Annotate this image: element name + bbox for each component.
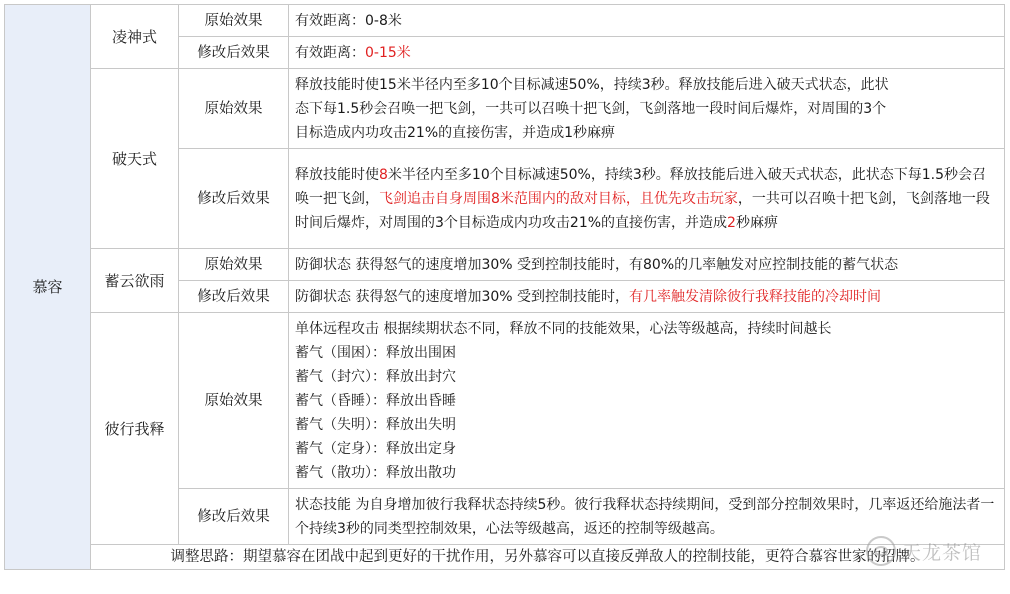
effect-text: 释放技能时使 [295,166,379,183]
adjustment-note: 调整思路：期望慕容在团战中起到更好的干扰作用，另外慕容可以直接反弹敌人的控制技能，更符合慕容世家的招牌。 [91,545,1005,570]
skill-2-modified [289,281,1005,313]
effect-text: 有效距离： [295,44,365,61]
skill-0-original: 有效距离：0-8米 [289,5,1005,37]
table-row [5,69,1005,149]
modified-label: 修改后效果 [179,149,289,249]
original-label: 原始效果 [179,69,289,149]
skill-3-original: 单体远程攻击 根据续期状态不同，释放不同的技能效果，心法等级越高，持续时间越长 蓄气（围困）：释放出围困 蓄气（封穴）：释放出封穴 蓄气（昏睡）：释放出昏睡 蓄气（失明）：释放出失明 蓄气（定身）：释放出定身 蓄气（散功）：释放出散功 [289,313,1005,489]
highlighted-change: 8 [379,166,388,183]
skill-name-lingshen: 凌神式 [91,5,179,69]
skill-1-modified [289,149,1005,249]
table-row [5,545,1005,570]
highlighted-change: 2 [727,214,736,231]
skill-name-xuyun: 蓄云欲雨 [91,249,179,313]
highlighted-change: 有几率触发清除彼行我释技能的冷却时间 [629,288,882,305]
watermark [866,536,982,566]
skill-change-table [4,4,1005,570]
table-row [5,249,1005,281]
effect-text: 米半径内至多10个目标减速50%，持续3秒。释放技能后进入破天式状态，此状态下每1.5秒会召唤一把飞剑， [295,166,987,207]
original-label: 原始效果 [179,5,289,37]
skill-name-bixing: 彼行我释 [91,313,179,545]
chat-bubble-icon [866,536,896,566]
skill-1-original: 释放技能时使15米半径内至多10个目标减速50%，持续3秒。释放技能后进入破天式状态，此状 态下每1.5秒会召唤一把飞剑，一共可以召唤十把飞剑，飞剑落地一段时间后爆炸，对周围的3个 目标造成内功攻击21%的直接伤害，并造成1秒麻痹 [289,69,1005,149]
modified-label: 修改后效果 [179,489,289,545]
original-label: 原始效果 [179,313,289,489]
effect-text: 秒麻痹 [735,214,778,231]
original-label: 原始效果 [179,249,289,281]
class-name-cell: 慕容 [5,5,91,570]
table-row [5,313,1005,489]
effect-text: 防御状态 获得怒气的速度增加30% 受到控制技能时， [295,288,630,305]
effect-text: ，一共可以召唤十把飞剑，飞剑落地一段时间后爆炸，对周围的3个目标造成内功攻击21%的直接伤害，并造成 [295,190,990,231]
highlighted-change: 0-15米 [365,44,411,61]
table-row [5,5,1005,37]
watermark-text: 天龙茶馆 [901,541,982,564]
skill-name-potian: 破天式 [91,69,179,249]
modified-label: 修改后效果 [179,281,289,313]
highlighted-change: 飞剑追击自身周围8米范围内的敌对目标，且优先攻击玩家 [379,190,738,207]
skill-2-original: 防御状态 获得怒气的速度增加30% 受到控制技能时，有80%的几率触发对应控制技能的蓄气状态 [289,249,1005,281]
modified-label: 修改后效果 [179,37,289,69]
effect-text: 状态技能 为自身增加彼行我释状态持续5秒。彼行我释状态持续期间，受到部分控制效果时，几率返还给施法者一个持续3秒的同类型控制效果，心法等级越高，返还的控制等级越高。 [295,496,995,537]
skill-0-modified [289,37,1005,69]
